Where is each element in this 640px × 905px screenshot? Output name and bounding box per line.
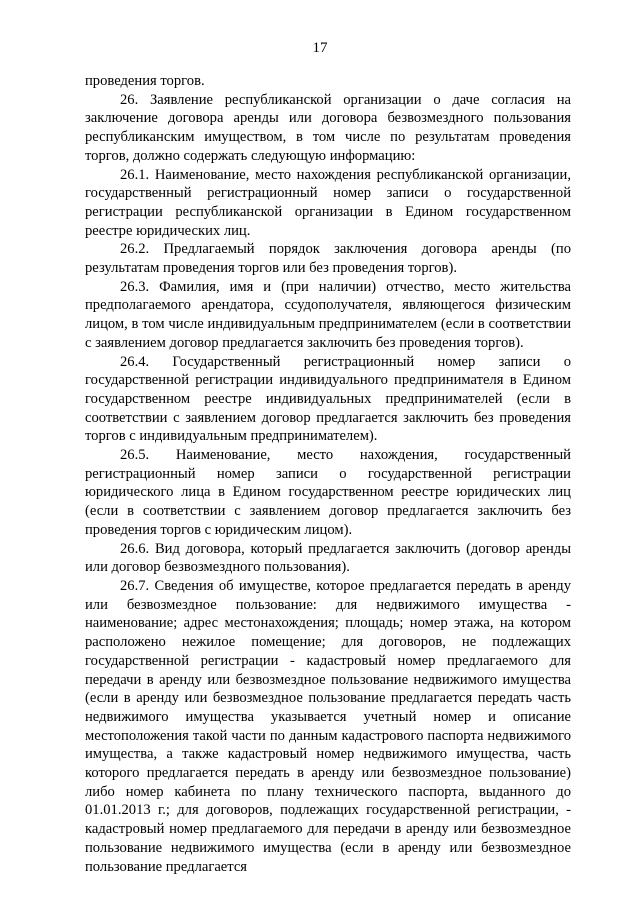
paragraph-26-3: 26.3. Фамилия, имя и (при наличии) отчество, место жительства предполагаемого арендатора, ссудополучателя, являющегося физическим лицом, в том числе индивидуальным предпринимателем (если в соответствии с заявлением договор предлагается заключить без проведения торгов). [85, 278, 571, 351]
page-number: 17 [312, 40, 328, 56]
paragraph-continuation: проведения торгов. [85, 73, 205, 89]
paragraph-26-5: 26.5. Наименование, место нахождения, государственный регистрационный номер записи о государственной регистрации юридического лица в Едином государственном реестре юридических лиц (если в соответствии с заявлением договор предлагается заключить без проведения торгов с юридическим лицом). [85, 447, 571, 538]
paragraph-26-7: 26.7. Сведения об имуществе, которое предлагается передать в аренду или безвозмездное пользование: для недвижимого имущества - наименование; адрес местонахождения; площадь; номер этажа, на котором расположено нежилое помещение; для договоров, не подлежащих государственной регистрации - кадастровый номер предлагаемого для передачи в аренду или безвозмездное пользование недвижимого имущества (если в аренду или безвозмездное пользование предлагается передать часть недвижимого имущества указывается учетный номер и описание местоположения такой части по данным кадастрового паспорта недвижимого имущества, а также кадастровый номер недвижимого имущества, часть которого предлагается передать в аренду или безвозмездное пользование) либо номер кабинета по плану технического паспорта, выданного до 01.01.2013 г.; для договоров, подлежащих государственной регистрации, - кадастровый номер предлагаемого для передачи в аренду или безвозмездное пользование недвижимого имущества (если в аренду или безвозмездное пользование предлагается [85, 577, 571, 875]
document-body [85, 72, 571, 876]
paragraph-26-1: 26.1. Наименование, место нахождения республиканской организации, государственный регистрационный номер записи о государственной регистрации республиканской организации в Едином государственном реестре юридических лиц. [85, 166, 571, 239]
paragraph-26: 26. Заявление республиканской организации о даче согласия на заключение договора аренды или договора безвозмездного пользования республиканским имуществом, в том числе по результатам проведения торгов, должно содержать следующую информацию: [85, 91, 571, 164]
paragraph-26-4: 26.4. Государственный регистрационный номер записи о государственной регистрации индивидуального предпринимателя в Едином государственном реестре индивидуальных предпринимателей (если в соответствии с заявлением договор предлагается заключить без проведения торгов с индивидуальным предпринимателем). [85, 353, 571, 445]
paragraph-26-6: 26.6. Вид договора, который предлагается заключить (договор аренды или договор безвозмездного пользования). [85, 540, 571, 576]
paragraph-26-2: 26.2. Предлагаемый порядок заключения договора аренды (по результатам проведения торгов или без проведения торгов). [85, 241, 571, 277]
